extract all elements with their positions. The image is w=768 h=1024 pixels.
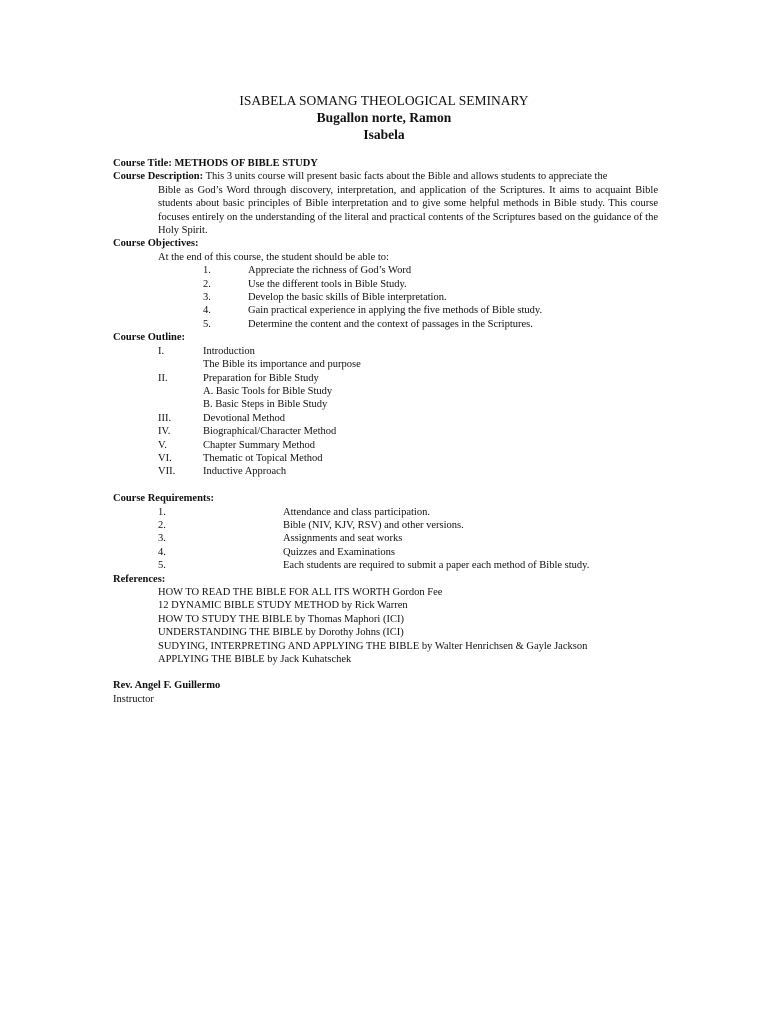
objectives-list (113, 264, 658, 331)
requirements-list (113, 506, 658, 573)
outline-text: Thematic ot Topical Method (203, 452, 323, 464)
instructor-name: Rev. Angel F. Guillermo (113, 680, 221, 692)
outline-item (113, 425, 658, 438)
requirement-text: Bible (NIV, KJV, RSV) and other versions. (283, 519, 464, 531)
course-description (113, 170, 658, 237)
outline-text: Preparation for Bible Study (203, 372, 319, 384)
outline-subitem: B. Basic Steps in Bible Study (203, 399, 328, 411)
document-header (0, 92, 768, 143)
seminary-address: Bugallon norte, Ramon (316, 110, 452, 125)
outline-number: I. (158, 345, 165, 357)
reference-item: HOW TO STUDY THE BIBLE by Thomas Maphori (ICI) (158, 613, 404, 625)
course-title (113, 157, 658, 170)
course-title-value: METHODS OF BIBLE STUDY (174, 158, 318, 169)
objective-text: Appreciate the richness of God’s Word (248, 265, 412, 277)
requirement-text: Each students are required to submit a paper each method of Bible study. (283, 560, 590, 572)
reference-item: UNDERSTANDING THE BIBLE by Dorothy Johns (ICI) (158, 627, 404, 639)
outline-item (113, 412, 658, 425)
outline-item (113, 452, 658, 465)
course-description-label: Course Description: (113, 171, 204, 183)
seminary-province: Isabela (363, 127, 405, 142)
reference-item: SUDYING, INTERPRETING AND APPLYING THE BIBLE by Walter Henrichsen & Gayle Jackson (158, 640, 588, 652)
requirement-item (113, 519, 658, 532)
instructor-role: Instructor (113, 693, 154, 705)
signature-block (113, 679, 658, 706)
outline-text: Devotional Method (203, 412, 285, 424)
requirement-number: 3. (158, 533, 166, 545)
outline-text: Introduction (203, 345, 255, 357)
outline-text: Inductive Approach (203, 466, 287, 478)
objective-item (113, 304, 658, 317)
outline-text: Chapter Summary Method (203, 439, 315, 451)
objective-item (113, 278, 658, 291)
objective-number: 2. (203, 278, 211, 290)
objective-item (113, 264, 658, 277)
course-outline-label: Course Outline: (113, 332, 186, 344)
requirement-number: 1. (158, 506, 166, 518)
requirement-text: Quizzes and Examinations (283, 546, 395, 558)
objective-number: 3. (203, 292, 211, 304)
outline-item (113, 465, 658, 478)
requirement-item (113, 532, 658, 545)
seminary-name: ISABELA SOMANG THEOLOGICAL SEMINARY (239, 93, 529, 108)
objective-number: 1. (203, 265, 211, 277)
course-description-first-line: This 3 units course will present basic facts about the Bible and allows students to appreciate the (205, 171, 608, 183)
course-objectives-intro: At the end of this course, the student should be able to: (158, 251, 389, 263)
objective-text: Gain practical experience in applying the five methods of Bible study. (248, 305, 543, 317)
references-list (113, 586, 658, 666)
outline-item (113, 439, 658, 452)
outline-number: V. (158, 439, 167, 451)
syllabus-content (113, 157, 658, 706)
requirement-text: Attendance and class participation. (283, 506, 430, 518)
requirement-number: 4. (158, 546, 166, 558)
reference-item: 12 DYNAMIC BIBLE STUDY METHOD by Rick Warren (158, 600, 408, 612)
outline-number: VI. (158, 452, 172, 464)
objective-text: Determine the content and the context of passages in the Scriptures. (248, 318, 533, 330)
reference-item: HOW TO READ THE BIBLE FOR ALL ITS WORTH Gordon Fee (158, 586, 443, 598)
outline-item (113, 345, 658, 358)
course-title-label: Course Title: (113, 158, 172, 169)
outline-number: III. (158, 412, 172, 424)
course-objectives-label: Course Objectives: (113, 238, 199, 250)
objective-item (113, 318, 658, 331)
requirement-item (113, 506, 658, 519)
requirement-item (113, 559, 658, 572)
outline-number: II. (158, 372, 168, 384)
outline-list (113, 345, 658, 479)
outline-subitem: A. Basic Tools for Bible Study (203, 385, 333, 397)
outline-item (113, 372, 658, 385)
objective-number: 4. (203, 305, 211, 317)
requirement-text: Assignments and seat works (283, 533, 403, 545)
course-description-body: Bible as God’s Word through discovery, interpretation, and application of the Scriptures. It aims to acquaint Bible students about basic principles of Bible interpretation and to give some helpful methods in Bible study. This course focuses entirely on the understanding of the literal and practical contents of the Scriptures based on the guidance of the Holy Spirit. (158, 184, 658, 237)
requirement-item (113, 546, 658, 559)
reference-item: APPLYING THE BIBLE by Jack Kuhatschek (158, 654, 352, 666)
objective-number: 5. (203, 318, 211, 330)
requirement-number: 2. (158, 519, 166, 531)
section-spacer (113, 479, 658, 492)
outline-number: IV. (158, 426, 171, 438)
objective-text: Use the different tools in Bible Study. (248, 278, 407, 290)
course-requirements-label: Course Requirements: (113, 493, 215, 505)
objective-item (113, 291, 658, 304)
requirement-number: 5. (158, 560, 166, 572)
references-label: References: (113, 573, 166, 585)
objective-text: Develop the basic skills of Bible interpretation. (248, 292, 447, 304)
outline-text: Biographical/Character Method (203, 426, 337, 438)
outline-subitem: The Bible its importance and purpose (203, 359, 361, 371)
outline-number: VII. (158, 466, 176, 478)
